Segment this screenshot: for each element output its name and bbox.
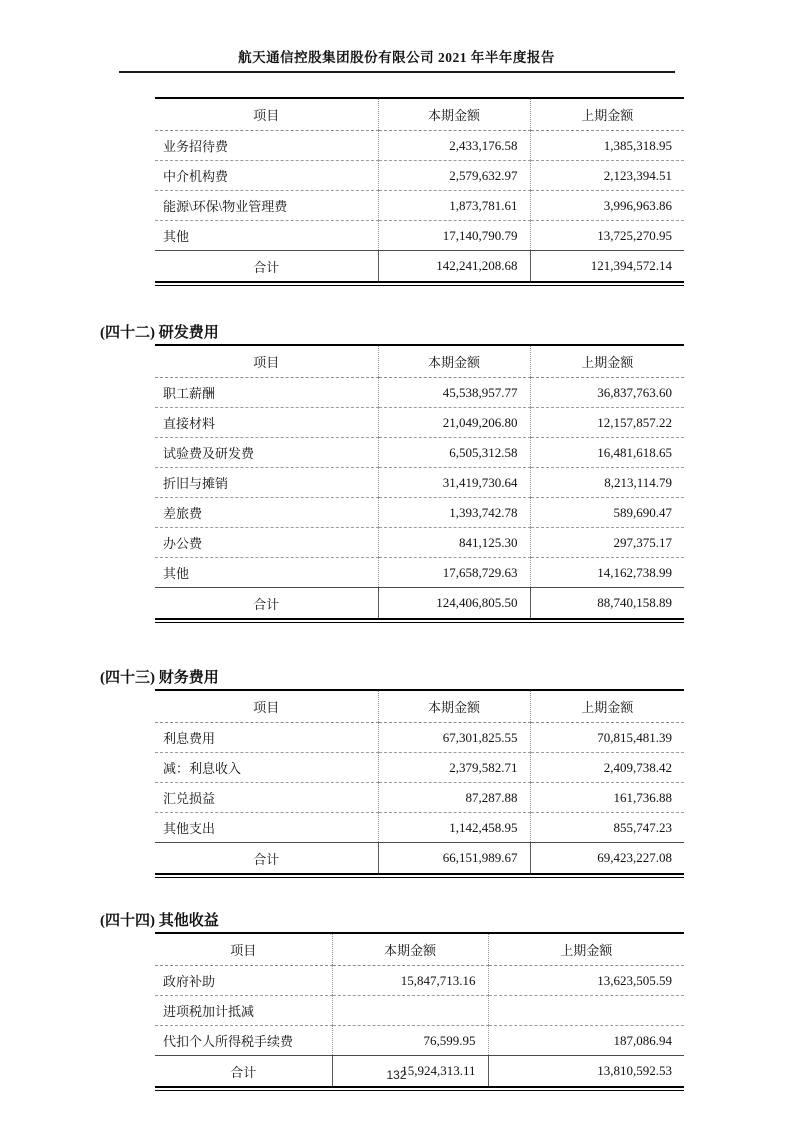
report-title: 航天通信控股集团股份有限公司 2021 年半年度报告	[238, 50, 555, 65]
total-amount-cell: 88,740,158.89	[597, 595, 672, 610]
item-cell: 能源\环保\物业管理费	[155, 191, 378, 221]
amount-cell: 855,747.23	[530, 813, 684, 843]
item-cell: 办公费	[155, 528, 378, 558]
table-header-cell: 上期金额	[530, 345, 684, 378]
table-header-cell: 项目	[155, 690, 378, 723]
total-amount-cell: 142,241,208.68	[378, 251, 530, 283]
table-row	[155, 161, 684, 191]
amount-cell: 36,837,763.60	[530, 378, 684, 408]
rd-expenses-table	[155, 344, 684, 620]
table-header-cell: 本期金额	[378, 690, 530, 723]
table-header-cell: 上期金额	[488, 933, 684, 966]
total-amount-cell: 13,810,592.53	[597, 1063, 672, 1078]
table-row	[155, 378, 684, 408]
amount-cell: 21,049,206.80	[378, 408, 530, 438]
table-header-row	[155, 690, 684, 723]
amount-cell: 13,623,505.59	[488, 966, 684, 996]
total-label-cell: 合计	[155, 843, 378, 875]
amount-cell: 8,213,114.79	[530, 468, 684, 498]
amount-cell: 2,379,582.71	[378, 753, 530, 783]
amount-cell: 161,736.88	[530, 783, 684, 813]
amount-cell: 12,157,857.22	[530, 408, 684, 438]
item-cell: 其他支出	[155, 813, 378, 843]
total-amount-cell: 124,406,805.50	[378, 588, 530, 620]
item-cell: 职工薪酬	[155, 378, 378, 408]
page-number: 132	[386, 1068, 407, 1082]
amount-cell: 76,599.95	[332, 1026, 488, 1056]
table-wrap	[155, 689, 684, 878]
amount-cell: 297,375.17	[530, 528, 684, 558]
table-header-cell: 项目	[155, 933, 332, 966]
amount-cell: 17,658,729.63	[378, 558, 530, 588]
table-row	[155, 528, 684, 558]
amount-cell: 13,725,270.95	[530, 221, 684, 251]
amount-cell: 1,873,781.61	[378, 191, 530, 221]
table-row	[155, 558, 684, 588]
table-header-row	[155, 98, 684, 131]
section-rd-expenses	[100, 321, 793, 628]
total-amount-cell: 66,151,989.67	[378, 843, 530, 875]
table-header-cell: 上期金额	[530, 98, 684, 131]
item-cell: 其他	[155, 221, 378, 251]
table-header-row	[155, 933, 684, 966]
total-row	[155, 588, 684, 620]
amount-cell: 15,847,713.16	[332, 966, 488, 996]
total-row	[155, 843, 684, 875]
item-cell: 业务招待费	[155, 131, 378, 161]
item-cell: 其他	[155, 558, 378, 588]
table-header-row	[155, 345, 684, 378]
table-wrap	[155, 344, 684, 623]
table-header-cell: 项目	[155, 345, 378, 378]
amount-cell: 1,385,318.95	[530, 131, 684, 161]
amount-cell: 17,140,790.79	[378, 221, 530, 251]
amount-cell: 2,409,738.42	[530, 753, 684, 783]
expenses-table	[155, 97, 684, 283]
item-cell: 折旧与摊销	[155, 468, 378, 498]
total-row	[155, 251, 684, 283]
table-header-cell: 上期金额	[530, 690, 684, 723]
amount-cell: 6,505,312.58	[378, 438, 530, 468]
item-cell: 直接材料	[155, 408, 378, 438]
total-amount-cell: 121,394,572.14	[590, 258, 672, 273]
amount-cell	[488, 996, 684, 1026]
item-cell: 汇兑损益	[155, 783, 378, 813]
financial-expenses-table	[155, 689, 684, 875]
total-amount-cell: 69,423,227.08	[597, 850, 672, 865]
item-cell: 试验费及研发费	[155, 438, 378, 468]
table-row	[155, 813, 684, 843]
page-content	[0, 97, 793, 1096]
amount-cell: 70,815,481.39	[530, 723, 684, 753]
section-heading: (四十二) 研发费用	[100, 325, 219, 341]
table-row	[155, 783, 684, 813]
item-cell: 利息费用	[155, 723, 378, 753]
section-expenses-continued	[100, 97, 793, 291]
table-header-cell: 项目	[155, 98, 378, 131]
section-heading: (四十三) 财务费用	[100, 670, 219, 686]
table-row	[155, 996, 684, 1026]
table-row	[155, 468, 684, 498]
amount-cell: 67,301,825.55	[378, 723, 530, 753]
total-label-cell: 合计	[155, 588, 378, 620]
table-row	[155, 1026, 684, 1056]
table-row	[155, 753, 684, 783]
table-header-cell: 本期金额	[332, 933, 488, 966]
table-row	[155, 438, 684, 468]
amount-cell: 589,690.47	[530, 498, 684, 528]
amount-cell: 1,393,742.78	[378, 498, 530, 528]
amount-cell: 87,287.88	[378, 783, 530, 813]
amount-cell: 2,579,632.97	[378, 161, 530, 191]
total-label-cell: 合计	[155, 1056, 332, 1088]
table-header-cell: 本期金额	[378, 98, 530, 131]
amount-cell: 31,419,730.64	[378, 468, 530, 498]
amount-cell: 1,142,458.95	[378, 813, 530, 843]
amount-cell: 2,123,394.51	[530, 161, 684, 191]
amount-cell: 14,162,738.99	[530, 558, 684, 588]
item-cell: 减：利息收入	[155, 753, 378, 783]
total-label-cell: 合计	[155, 251, 378, 283]
table-wrap	[155, 97, 684, 286]
table-row	[155, 966, 684, 996]
amount-cell: 187,086.94	[488, 1026, 684, 1056]
item-cell: 政府补助	[155, 966, 332, 996]
total-amount-cell: 15,924,313.11	[332, 1056, 488, 1088]
item-cell: 中介机构费	[155, 161, 378, 191]
table-header-cell: 本期金额	[378, 345, 530, 378]
other-income-table	[155, 932, 684, 1088]
header-rule	[119, 71, 675, 73]
item-cell: 代扣个人所得税手续费	[155, 1026, 332, 1056]
item-cell: 差旅费	[155, 498, 378, 528]
amount-cell: 3,996,963.86	[530, 191, 684, 221]
amount-cell: 841,125.30	[378, 528, 530, 558]
section-heading: (四十四) 其他收益	[100, 913, 219, 929]
amount-cell: 16,481,618.65	[530, 438, 684, 468]
amount-cell	[332, 996, 488, 1026]
table-row	[155, 191, 684, 221]
table-row	[155, 131, 684, 161]
table-row	[155, 408, 684, 438]
amount-cell: 2,433,176.58	[378, 131, 530, 161]
amount-cell: 45,538,957.77	[378, 378, 530, 408]
table-row	[155, 723, 684, 753]
table-row	[155, 498, 684, 528]
section-financial-expenses	[100, 666, 793, 883]
item-cell: 进项税加计抵减	[155, 996, 332, 1026]
table-row	[155, 221, 684, 251]
page-header	[0, 0, 793, 73]
